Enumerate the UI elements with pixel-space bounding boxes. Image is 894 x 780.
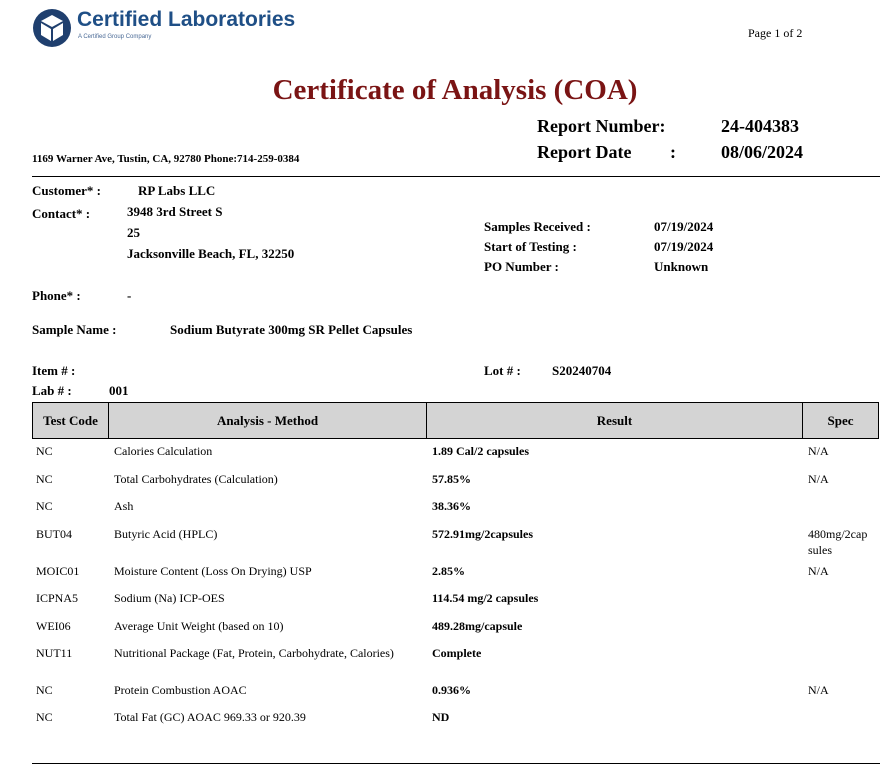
lab-label: Lab # : <box>32 383 72 398</box>
row-analysis: Ash <box>114 499 134 513</box>
company-tagline: A Certified Group Company <box>78 34 152 40</box>
company-name: Certified Laboratories <box>77 8 296 31</box>
report-date-separator: : <box>670 142 676 162</box>
phone-value: - <box>127 288 132 303</box>
customer-value: RP Labs LLC <box>138 183 216 198</box>
row-spec: N/A <box>808 564 829 578</box>
row-test-code: NC <box>36 683 53 697</box>
report-date-value: 08/06/2024 <box>721 142 804 162</box>
row-result: 57.85% <box>432 472 471 486</box>
page-indicator: Page 1 of 2 <box>748 26 803 40</box>
row-test-code: WEI06 <box>36 619 71 633</box>
row-analysis: Sodium (Na) ICP-OES <box>114 591 225 605</box>
row-analysis: Total Fat (GC) AOAC 969.33 or 920.39 <box>114 710 306 724</box>
po-number-value: Unknown <box>654 259 709 274</box>
row-result: ND <box>432 710 450 724</box>
row-analysis: Calories Calculation <box>114 444 213 458</box>
report-number-label: Report Number: <box>537 116 666 136</box>
contact-line-2: 25 <box>127 225 140 240</box>
company-logo <box>32 6 332 48</box>
row-spec: 480mg/2cap sules <box>808 527 868 557</box>
report-date-label: Report Date <box>537 142 632 162</box>
header-test-code: Test Code <box>33 403 109 438</box>
phone-label: Phone* : <box>32 288 81 303</box>
row-test-code: ICPNA5 <box>36 591 79 605</box>
row-result: 2.85% <box>432 564 465 578</box>
results-table-header <box>32 402 879 439</box>
lab-value: 001 <box>109 383 129 398</box>
row-spec: N/A <box>808 683 829 697</box>
row-result: 38.36% <box>432 499 471 513</box>
header-result: Result <box>427 403 803 438</box>
header-spec: Spec <box>827 413 854 428</box>
contact-line-3: Jacksonville Beach, FL, 32250 <box>127 246 295 261</box>
row-result: 489.28mg/capsule <box>432 619 523 633</box>
row-analysis: Butyric Acid (HPLC) <box>114 527 218 541</box>
row-analysis: Average Unit Weight (based on 10) <box>114 619 284 633</box>
sample-name-value: Sodium Butyrate 300mg SR Pellet Capsules <box>170 322 413 337</box>
row-result: 0.936% <box>432 683 471 697</box>
row-analysis: Total Carbohydrates (Calculation) <box>114 472 278 486</box>
samples-received-label: Samples Received : <box>484 219 591 234</box>
document-title: Certificate of Analysis (COA) <box>272 74 638 106</box>
row-result: Complete <box>432 646 482 660</box>
report-number-value: 24-404383 <box>721 116 799 136</box>
row-result: 572.91mg/2capsules <box>432 527 534 541</box>
row-test-code: NUT11 <box>36 646 73 660</box>
row-test-code: NC <box>36 499 53 513</box>
row-result: 114.54 mg/2 capsules <box>432 591 539 605</box>
row-spec: N/A <box>808 444 829 458</box>
header-analysis-method: Analysis - Method <box>109 403 427 438</box>
row-test-code: NC <box>36 472 53 486</box>
row-test-code: NC <box>36 444 53 458</box>
start-testing-label: Start of Testing : <box>484 239 577 254</box>
row-analysis: Nutritional Package (Fat, Protein, Carbohydrate, Calories) <box>114 646 394 660</box>
row-analysis: Protein Combustion AOAC <box>114 683 247 697</box>
header-divider <box>32 176 880 177</box>
customer-label: Customer* : <box>32 183 101 198</box>
contact-label: Contact* : <box>32 206 91 221</box>
footer-divider <box>32 763 880 764</box>
lot-label: Lot # : <box>484 363 521 378</box>
row-test-code: MOIC01 <box>36 564 80 578</box>
row-analysis: Moisture Content (Loss On Drying) USP <box>114 564 312 578</box>
cube-logo-icon <box>32 8 72 48</box>
row-test-code: NC <box>36 710 53 724</box>
row-result: 1.89 Cal/2 capsules <box>432 444 530 458</box>
po-number-label: PO Number : <box>484 259 559 274</box>
start-testing-value: 07/19/2024 <box>654 239 714 254</box>
sample-name-label: Sample Name : <box>32 322 117 337</box>
samples-received-value: 07/19/2024 <box>654 219 714 234</box>
contact-line-1: 3948 3rd Street S <box>127 204 223 219</box>
row-spec: N/A <box>808 472 829 486</box>
item-label: Item # : <box>32 363 76 378</box>
lot-value: S20240704 <box>552 363 612 378</box>
row-test-code: BUT04 <box>36 527 72 541</box>
lab-address: 1169 Warner Ave, Tustin, CA, 92780 Phone:714-259-0384 <box>32 153 300 165</box>
